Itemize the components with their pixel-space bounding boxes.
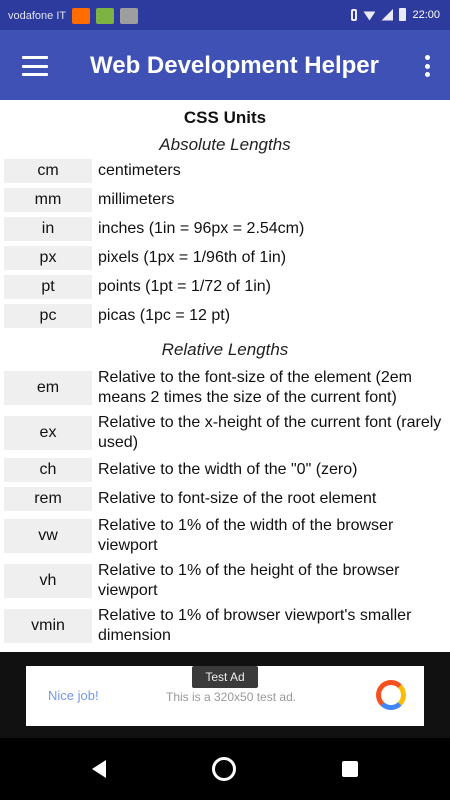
unit-cell: pt	[4, 275, 92, 299]
status-bar	[0, 0, 450, 30]
unit-row	[0, 487, 450, 511]
wifi-icon	[363, 9, 375, 21]
battery-icon	[399, 8, 406, 21]
status-right	[351, 8, 440, 21]
relative-units-list	[0, 368, 450, 646]
notification-icon	[96, 8, 114, 24]
unit-description: points (1pt = 1/72 of 1in)	[98, 278, 271, 295]
unit-description: Relative to the font-size of the element (2em means 2 times the size of the current font)	[98, 369, 412, 406]
unit-description: Relative to the width of the "0" (zero)	[98, 461, 358, 478]
ad-banner[interactable]	[0, 652, 450, 738]
page-title: CSS Units	[183, 108, 267, 127]
unit-row	[0, 413, 450, 453]
section-heading-relative: Relative Lengths	[161, 340, 289, 359]
unit-description: Relative to 1% of the height of the browser viewport	[98, 562, 400, 599]
unit-description: pixels (1px = 1/96th of 1in)	[98, 249, 287, 266]
unit-cell: ex	[4, 416, 92, 450]
unit-cell: vh	[4, 564, 92, 598]
ad-logo-icon	[376, 680, 406, 710]
ad-text: This is a 320x50 test ad.	[166, 690, 297, 704]
unit-cell: pc	[4, 304, 92, 328]
unit-cell: vw	[4, 519, 92, 553]
cell-signal-icon	[381, 9, 393, 21]
unit-row	[0, 516, 450, 556]
unit-row	[0, 246, 450, 270]
unit-description: millimeters	[98, 191, 175, 208]
home-icon[interactable]	[212, 757, 236, 781]
unit-description: Relative to font-size of the root element	[98, 490, 377, 507]
section-heading-absolute: Absolute Lengths	[159, 135, 291, 154]
absolute-units-list	[0, 159, 450, 328]
unit-cell: em	[4, 371, 92, 405]
unit-cell: px	[4, 246, 92, 270]
unit-description: picas (1pc = 12 pt)	[98, 307, 231, 324]
unit-cell: rem	[4, 487, 92, 511]
system-nav-bar	[0, 738, 450, 800]
image-notification-icon	[120, 8, 138, 24]
app-title: Web Development Helper	[90, 52, 379, 79]
overflow-menu-icon[interactable]	[424, 55, 430, 77]
unit-cell: ch	[4, 458, 92, 482]
unit-row	[0, 159, 450, 183]
back-icon[interactable]	[92, 760, 106, 778]
unit-row	[0, 368, 450, 408]
app-bar	[0, 30, 450, 100]
carrier-label: vodafone IT	[8, 10, 67, 22]
unit-cell: in	[4, 217, 92, 241]
unit-row	[0, 304, 450, 328]
test-ad-badge: Test Ad	[192, 666, 258, 688]
unit-description: Relative to the x-height of the current font (rarely used)	[98, 414, 442, 451]
unit-row	[0, 458, 450, 482]
bluetooth-icon	[351, 9, 357, 21]
status-left	[8, 8, 138, 24]
content-scroll-area[interactable]	[0, 100, 450, 652]
unit-description: Relative to 1% of the width of the browser viewport	[98, 517, 394, 554]
hamburger-menu-icon[interactable]	[22, 56, 48, 76]
unit-row	[0, 217, 450, 241]
unit-row	[0, 275, 450, 299]
unit-cell: vmin	[4, 609, 92, 643]
status-time: 22:00	[412, 8, 440, 21]
unit-cell: mm	[4, 188, 92, 212]
unit-cell: cm	[4, 159, 92, 183]
ad-link[interactable]: Nice job!	[48, 688, 99, 703]
unit-row	[0, 188, 450, 212]
recents-icon[interactable]	[342, 761, 358, 777]
unit-description: centimeters	[98, 162, 181, 179]
unit-description: inches (1in = 96px = 2.54cm)	[98, 220, 305, 237]
unit-description: Relative to 1% of browser viewport's smaller dimension	[98, 607, 412, 644]
unit-row	[0, 606, 450, 646]
unit-row	[0, 561, 450, 601]
notification-icon	[72, 8, 90, 24]
